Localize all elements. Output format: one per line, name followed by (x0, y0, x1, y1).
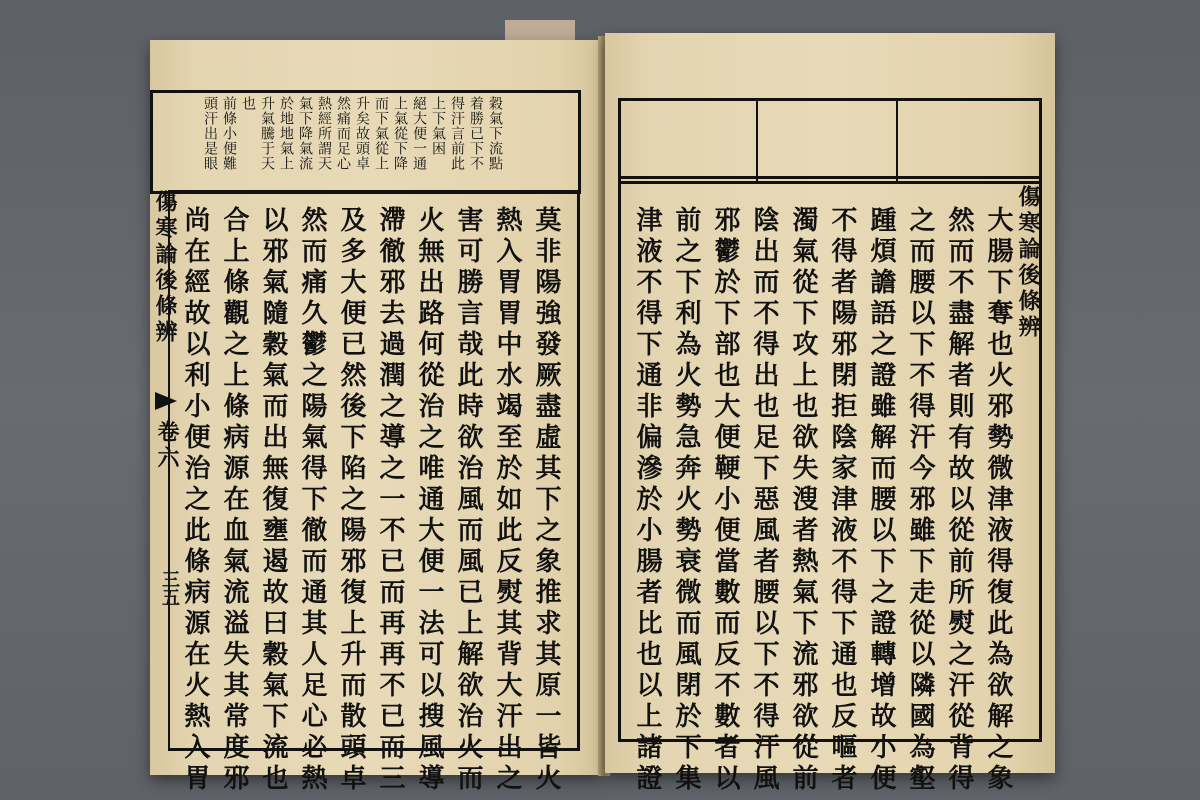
fold-mark-icon (155, 392, 177, 410)
folio-number: 三五 (159, 570, 180, 606)
note-col: 穀氣下流點 (487, 96, 503, 171)
text-column: 濁氣從下攻上也欲失溲者熱氣下流邪欲從前 (788, 206, 818, 795)
text-column: 滯徹邪去過潤之導之一不已而再再不已而三 (375, 206, 405, 795)
text-column: 合上條觀之上條病源在血氣流溢失其常度邪 (219, 206, 249, 795)
book-title-margin: 傷寒論後條辨 (152, 190, 178, 346)
text-column: 不得者陽邪閉拒陰家津液不得下通也反嘔者 (827, 206, 857, 795)
text-column: 之而腰以下不得汗今邪雖下走從以隣國為壑 (905, 206, 935, 795)
text-column: 莫非陽強發厥盡虛其下之象推求其原一皆火 (531, 206, 561, 795)
text-column: 津液不得下通非偏滲於小腸者比也以上諸證 (632, 206, 662, 795)
note-col: 然痛而足心 (335, 96, 351, 171)
text-column: 然而痛久鬱之陽氣得下徹而通其人足心必熱 (297, 206, 327, 795)
note-col: 絕大便一通 (411, 96, 427, 171)
text-column: 火無出路何從治之唯通大便一法可以搜風導 (414, 206, 444, 795)
note-col: 着勝已下不 (468, 96, 484, 171)
note-col: 上下氣困 (430, 96, 446, 156)
text-column: 踵煩譫語之證雖解而腰以下之證轉增故小便 (866, 206, 896, 795)
note-col: 熱經所謂天 (316, 96, 332, 171)
text-column: 害可勝言哉此時欲治風而風已上解欲治火而 (453, 206, 483, 795)
note-col: 前條小便難 (221, 96, 237, 171)
note-col: 上氣從下降 (392, 96, 408, 171)
text-column: 尚在經故以利小便治之此條病源在火熱入胃 (180, 206, 210, 795)
note-col: 頭汗出是眼 (202, 96, 218, 171)
volume-label: 卷六 (154, 420, 180, 472)
note-col: 於地地氣上 (278, 96, 294, 171)
note-col: 而下氣從上 (373, 96, 389, 171)
text-column: 邪鬱於下部也大便鞕小便當數而反不數者以 (710, 206, 740, 795)
text-column: 前之下利為火勢急奔火勢衰微而風閉於下集 (671, 206, 701, 795)
text-column: 熱入胃胃中水竭至於如此反熨其背大汗出之 (492, 206, 522, 795)
text-column: 然而不盡解者則有故以從前所熨之汗從背得 (944, 206, 974, 795)
text-column: 大腸下奪也火邪勢微津液得復此為欲解之象 (983, 206, 1013, 795)
text-column: 及多大便已然後下陷之陽邪復上升而散頭卓 (336, 206, 366, 795)
note-col: 升氣騰于天 (259, 96, 275, 171)
note-col: 升矣故頭卓 (354, 96, 370, 171)
book-title-margin-right: 傷寒論後條辨 (1015, 185, 1041, 341)
note-col: 也 (240, 96, 256, 111)
text-column: 陰出而不得出也足下惡風者腰以下不得汗風 (749, 206, 779, 795)
note-col: 得汗言前此 (449, 96, 465, 171)
text-column: 以邪氣隨穀氣而出無復壅遏故曰穀氣下流也 (258, 206, 288, 795)
note-col: 氣下降氣流 (297, 96, 313, 171)
right-upper-box (618, 98, 1042, 184)
